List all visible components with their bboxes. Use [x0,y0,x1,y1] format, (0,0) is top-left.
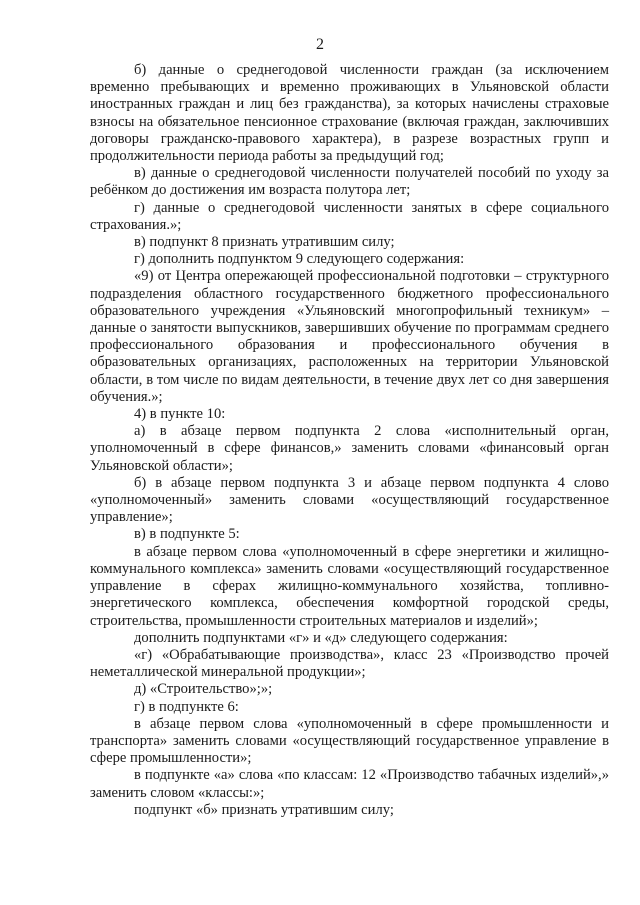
paragraph-construction: д) «Строительство»;»; [134,681,273,698]
paragraph-classes-replacement: в подпункте «а» слова «по классам: 12 «Производство табачных изделий»,» заменить словом «классы:»; [90,767,609,801]
paragraph-subitem-b-repeal: подпункт «б» признать утратившим силу; [134,801,394,818]
paragraph-b-insured-persons: б) данные о среднегодовой численности граждан (за исключением временно пребывающих и временно проживающих в Ульяновской области иностранных граждан и лиц без гражданства), за которых начислены страховые взносы на обязательное пенсионное страхование (включая граждан, заключивших договоры гражданско-правового характера), в разрезе возрастных групп и продолжительности периода работы за предыдущий год; [90,62,609,165]
document-body [90,62,609,819]
paragraph-energy-replacement: в абзаце первом слова «уполномоченный в сфере энергетики и жилищно-коммунального комплекса» заменить словами «осуществляющий государственное управление в сферах жилищно-коммунального хозяйства, топливно-энергетического комплекса, обеспечения комфортной городской среды, строительства, промышленности строительных материалов и изделий»; [90,543,609,629]
paragraph-add-subitem-9: г) дополнить подпунктом 9 следующего содержания: [134,251,465,268]
paragraph-item-10-b: б) в абзаце первом подпункта 3 и абзаце первом подпункта 4 слово «уполномоченный» заменить словами «осуществляющий государственное управление»; [90,474,609,526]
page-number: 2 [316,36,324,53]
paragraph-manufacturing-class-23: «г) «Обрабатывающие производства», класс 23 «Производство прочей неметаллической минеральной продукции»; [90,646,609,681]
paragraph-item-10: 4) в пункте 10: [134,406,226,423]
paragraph-v-childcare-benefits: в) данные о среднегодовой численности получателей пособий по уходу за ребёнком до достижения им возраста полутора лет; [90,165,609,199]
paragraph-add-subitems-g-d: дополнить подпунктами «г» и «д» следующего содержания: [134,629,508,646]
paragraph-subitem-8-repeal: в) подпункт 8 признать утратившим силу; [134,234,395,251]
paragraph-item-10-v: в) в подпункте 5: [134,526,240,543]
paragraph-item-10-a: а) в абзаце первом подпункта 2 слова «исполнительный орган, уполномоченный в сфере финансов,» заменить словами «финансовый орган Ульяновской области»; [90,423,609,474]
paragraph-industry-replacement: в абзаце первом слова «уполномоченный в сфере промышленности и транспорта» заменить словами «осуществляющий государственное управление в сфере промышленности»; [90,715,609,767]
paragraph-item-10-g: г) в подпункте 6: [134,698,239,715]
paragraph-subitem-9-text: «9) от Центра опережающей профессиональной подготовки – структурного подразделения областного государственного бюджетного профессионального образовательного учреждения «Ульяновский многопрофильный техникум» – данные о занятости выпускников, завершивших обучение по программам среднего профессионального образования и профессионального обучения в образовательных организациях, расположенных на территории Ульяновской области, в том числе по видам деятельности, в течение двух лет со дня завершения обучения.»; [90,268,609,405]
paragraph-g-social-insurance: г) данные о среднегодовой численности занятых в сфере социального страхования.»; [90,199,609,233]
